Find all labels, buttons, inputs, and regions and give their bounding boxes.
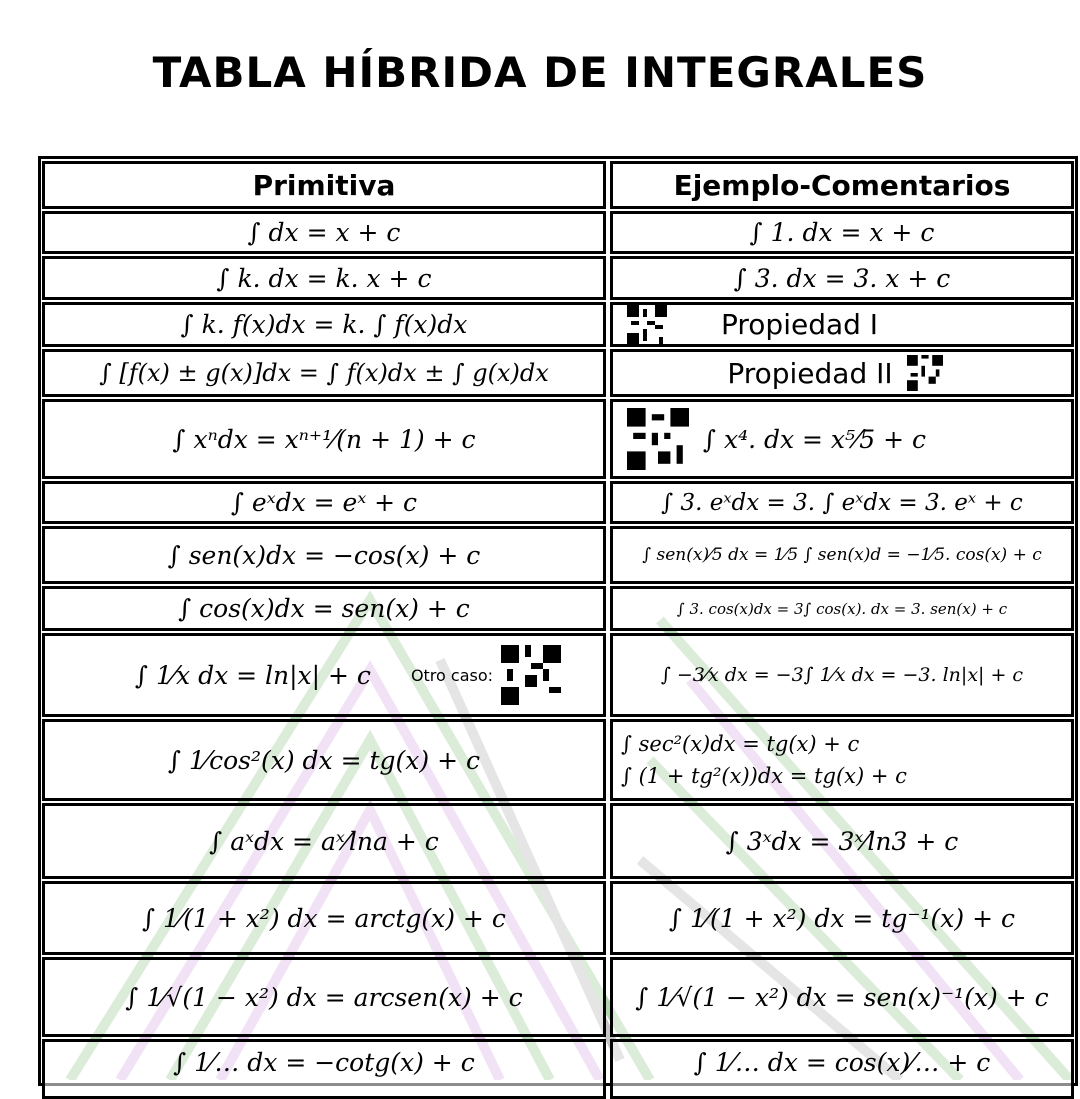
example-cell: ∫ 1⁄… dx = cos(x)⁄… + c — [610, 1039, 1074, 1099]
example-cell: ∫ sen(x)⁄5 dx = 1⁄5 ∫ sen(x)d = −1⁄5. cos(x) + c — [610, 526, 1074, 584]
primitive-cell: ∫ k. dx = k. x + c — [42, 256, 606, 300]
primitive-cell: ∫ dx = x + c — [42, 211, 606, 254]
qr-code-icon[interactable] — [627, 408, 689, 470]
qr-code-icon[interactable] — [907, 355, 943, 391]
example-cell — [610, 302, 1074, 347]
table-row — [38, 349, 1078, 397]
table-row — [38, 399, 1078, 479]
primitive-cell — [42, 633, 606, 717]
otro-caso-label: Otro caso: — [410, 665, 494, 685]
table-row — [38, 211, 1078, 254]
primitive-cell: ∫ cos(x)dx = sen(x) + c — [42, 586, 606, 631]
primitive-cell: ∫ eˣdx = eˣ + c — [42, 481, 606, 524]
example-line-1: ∫ sec²(x)dx = tg(x) + c — [621, 732, 860, 756]
qr-code-icon[interactable] — [627, 305, 667, 345]
primitive-cell: ∫ 1⁄√(1 − x²) dx = arcsen(x) + c — [42, 957, 606, 1037]
primitive-formula: ∫ 1⁄x dx = ln|x| + c — [135, 660, 371, 690]
table-row — [38, 957, 1078, 1037]
primitive-cell: ∫ sen(x)dx = −cos(x) + c — [42, 526, 606, 584]
table-row — [38, 633, 1078, 717]
table-row — [38, 1039, 1078, 1099]
example-cell: ∫ 3. eˣdx = 3. ∫ eˣdx = 3. eˣ + c — [610, 481, 1074, 524]
table-row — [38, 881, 1078, 955]
table-row — [38, 526, 1078, 584]
table-row — [38, 481, 1078, 524]
header-ejemplo: Ejemplo-Comentarios — [610, 161, 1074, 209]
example-cell: ∫ −3⁄x dx = −3∫ 1⁄x dx = −3. ln|x| + c — [610, 633, 1074, 717]
example-cell: ∫ 1. dx = x + c — [610, 211, 1074, 254]
primitive-cell: ∫ 1⁄(1 + x²) dx = arctg(x) + c — [42, 881, 606, 955]
table-row — [38, 256, 1078, 300]
table-row — [38, 586, 1078, 631]
example-cell: ∫ 3. cos(x)dx = 3∫ cos(x). dx = 3. sen(x) + c — [610, 586, 1074, 631]
example-cell — [610, 349, 1074, 397]
primitive-cell: ∫ 1⁄… dx = −cotg(x) + c — [42, 1039, 606, 1099]
example-formula: ∫ x⁴. dx = x⁵⁄5 + c — [703, 424, 926, 454]
example-cell: ∫ 1⁄(1 + x²) dx = tg⁻¹(x) + c — [610, 881, 1074, 955]
primitive-cell: ∫ k. f(x)dx = k. ∫ f(x)dx — [42, 302, 606, 347]
table-row — [38, 803, 1078, 879]
example-cell: ∫ 1⁄√(1 − x²) dx = sen(x)⁻¹(x) + c — [610, 957, 1074, 1037]
qr-code-icon[interactable] — [501, 645, 561, 705]
primitive-cell: ∫ aˣdx = aˣ⁄lna + c — [42, 803, 606, 879]
table-header-row — [38, 161, 1078, 209]
example-cell — [610, 719, 1074, 801]
header-primitiva: Primitiva — [42, 161, 606, 209]
propiedad-label: Propiedad II — [727, 356, 893, 390]
primitive-cell: ∫ xⁿdx = xⁿ⁺¹⁄(n + 1) + c — [42, 399, 606, 479]
page-title: TABLA HÍBRIDA DE INTEGRALES — [152, 48, 928, 97]
propiedad-label: Propiedad I — [721, 308, 879, 341]
example-cell: ∫ 3. dx = 3. x + c — [610, 256, 1074, 300]
example-cell — [610, 399, 1074, 479]
example-cell: ∫ 3ˣdx = 3ˣ⁄ln3 + c — [610, 803, 1074, 879]
primitive-cell: ∫ [f(x) ± g(x)]dx = ∫ f(x)dx ± ∫ g(x)dx — [42, 349, 606, 397]
primitive-cell: ∫ 1⁄cos²(x) dx = tg(x) + c — [42, 719, 606, 801]
table-row — [38, 719, 1078, 801]
example-line-2: ∫ (1 + tg²(x))dx = tg(x) + c — [621, 764, 907, 788]
table-row — [38, 302, 1078, 347]
